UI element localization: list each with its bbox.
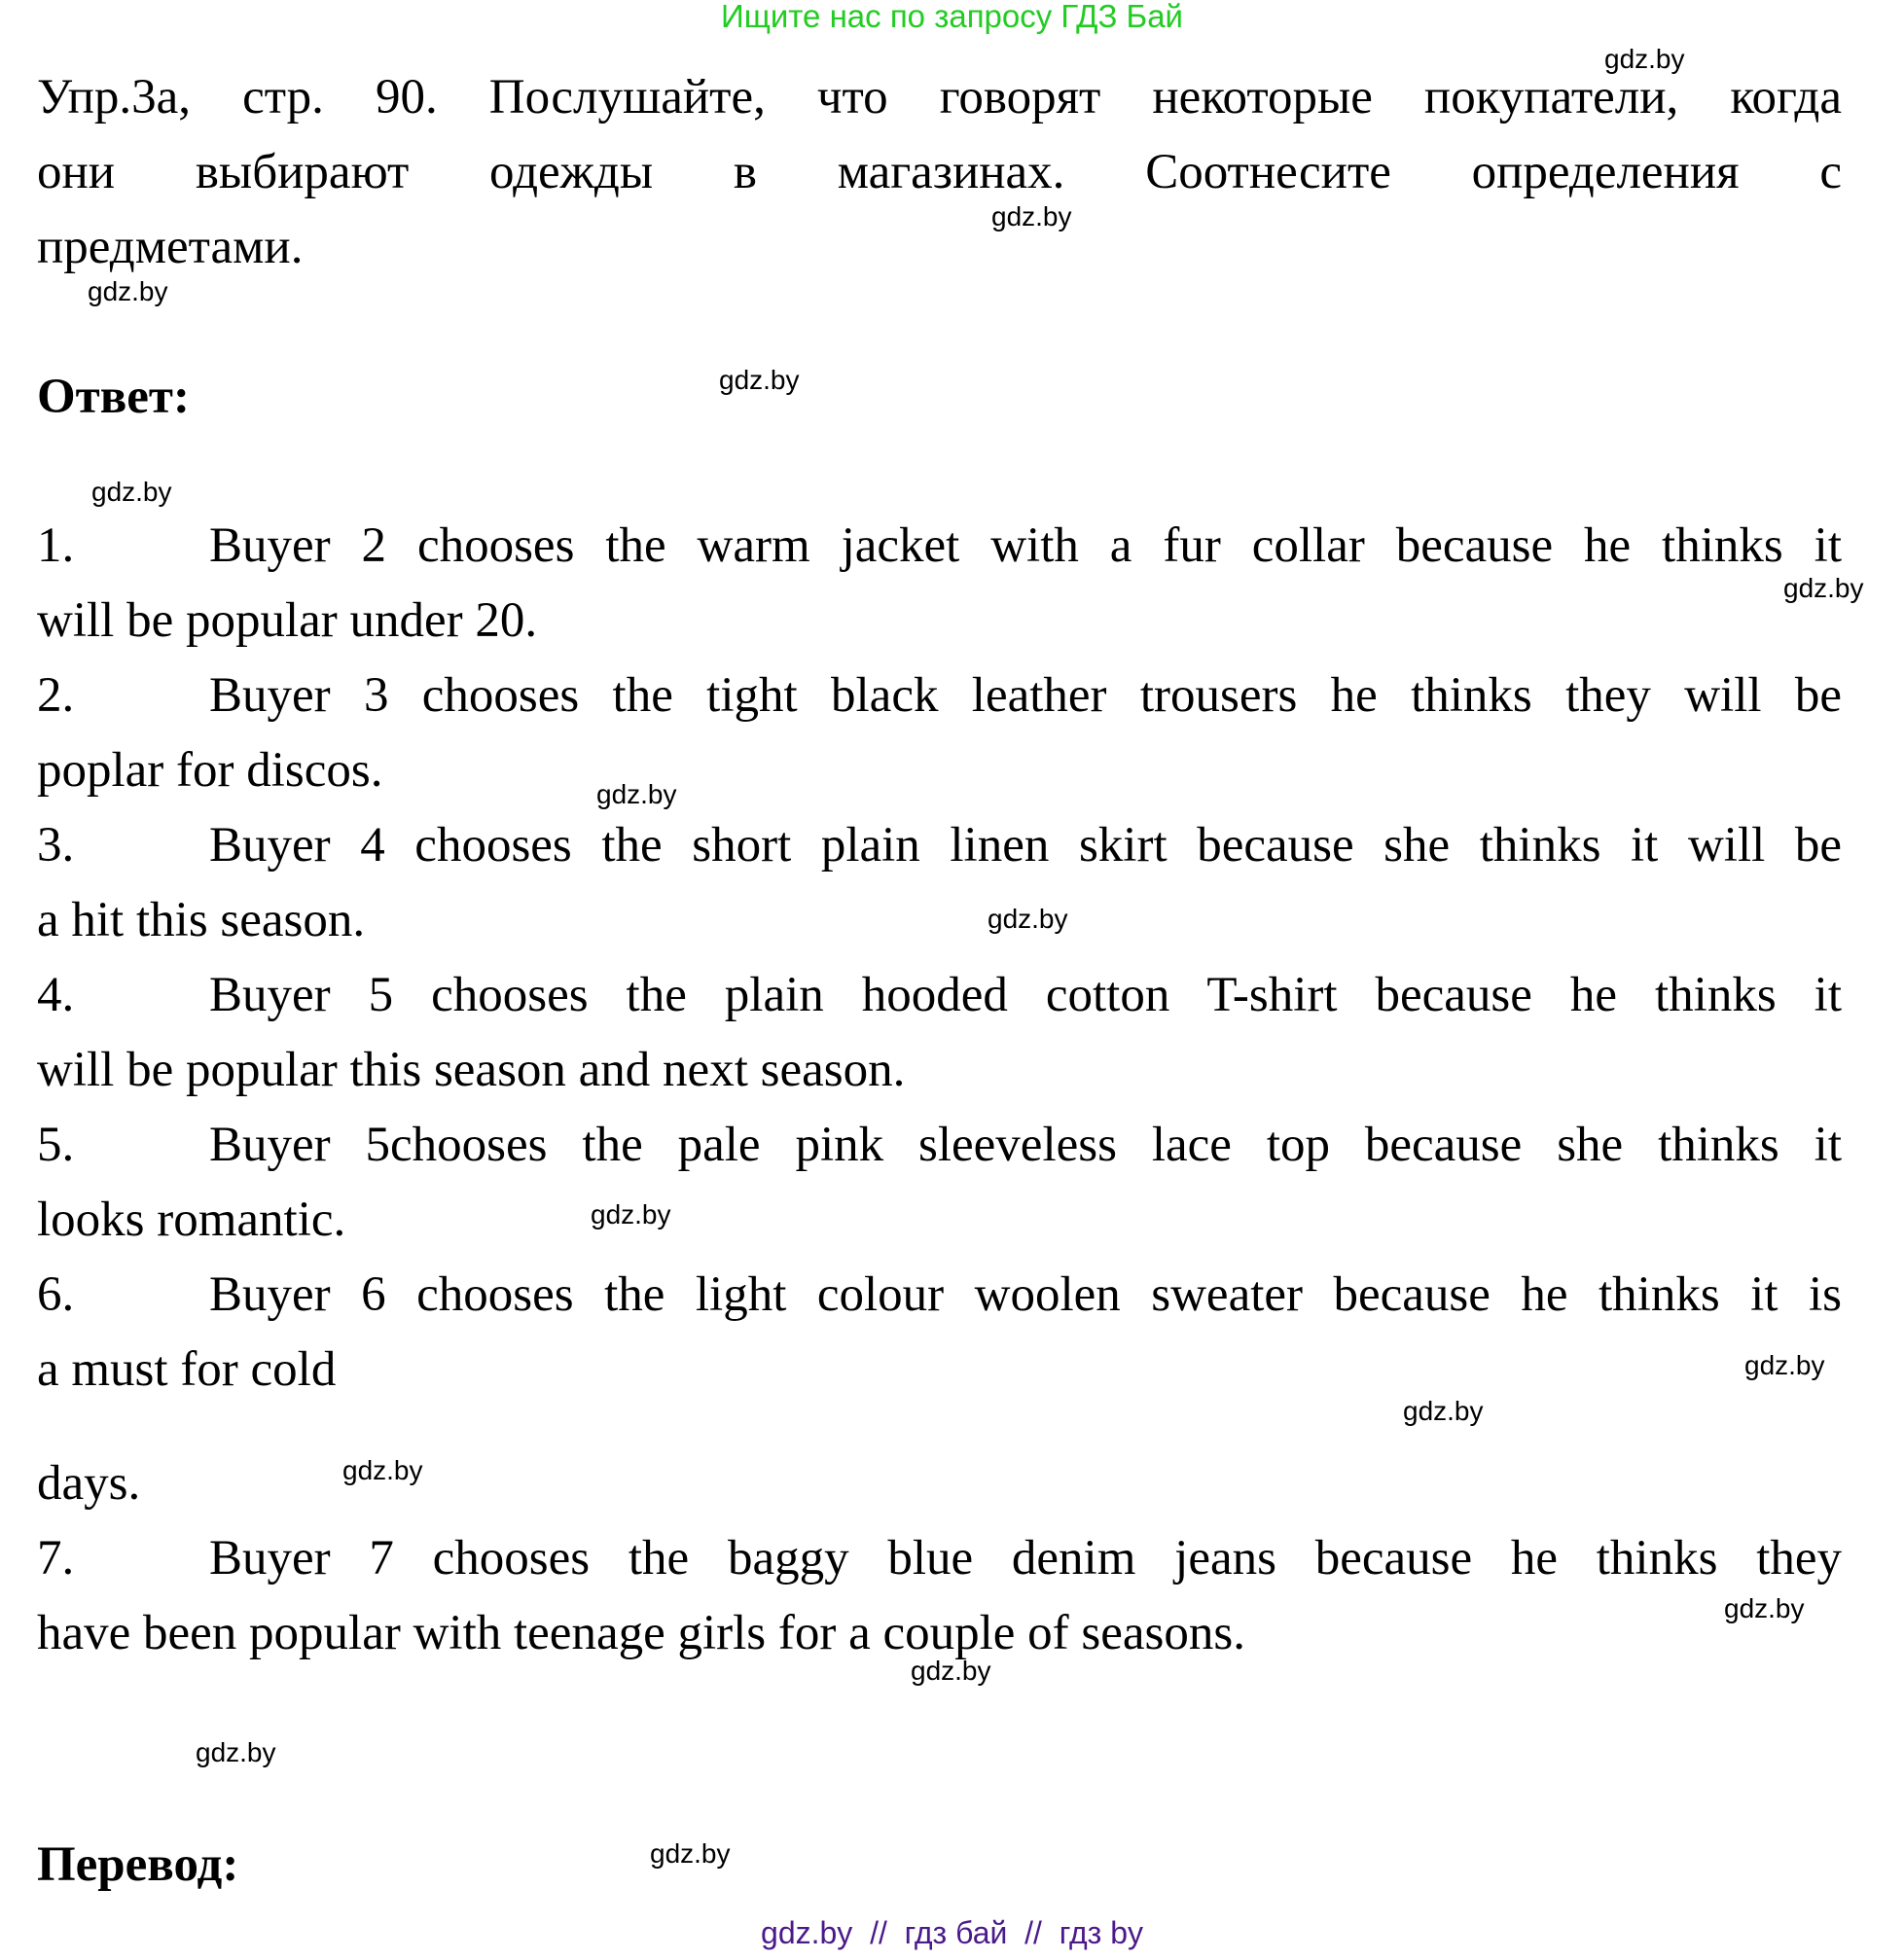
task-line-3: предметами. [37,220,304,274]
list-item [37,659,1842,733]
item-continuation: looks romantic. [37,1193,346,1247]
answer-heading: Ответ: [37,370,190,424]
list-item [37,1521,1842,1596]
watermark: gdz.by [196,1737,276,1767]
item-continuation: poplar for discos. [37,743,383,798]
watermark: gdz.by [596,779,677,809]
watermark: gdz.by [91,477,172,507]
watermark: gdz.by [991,201,1072,232]
item-text: Buyer 6 chooses the light colour woolen sweater because he thinks it is [209,1267,1842,1322]
watermark: gdz.by [88,276,168,306]
item-number: 3. [37,818,75,873]
item-number: 4. [37,968,75,1022]
translation-heading: Перевод: [37,1837,239,1892]
item-number: 1. [37,518,75,573]
task-line-2: они выбирают одежды в магазинах. Соотнесите определения с [37,145,1842,199]
item-text: Buyer 4 chooses the short plain linen skirt because she thinks it will be [209,818,1842,873]
watermark: gdz.by [911,1656,991,1686]
footer-links: gdz.by // гдз бай // гдз by [761,1915,1143,1950]
item-number: 7. [37,1531,75,1586]
item-text: Buyer 3 chooses the tight black leather trousers he thinks they will be [209,668,1842,723]
task-line-1: Упр.3а, стр. 90. Послушайте, что говорят некоторые покупатели, когда [37,70,1842,125]
item-number: 6. [37,1267,75,1322]
watermark: gdz.by [1724,1593,1805,1623]
item-continuation: will be popular under 20. [37,593,538,648]
item-text: Buyer 5chooses the pale pink sleeveless lace top because she thinks it [209,1118,1842,1172]
watermark: gdz.by [1783,573,1864,603]
search-banner: Ищите нас по запросу ГДЗ Бай [721,0,1183,34]
item-continuation: will be popular this season and next season. [37,1043,906,1097]
watermark: gdz.by [1604,44,1685,74]
list-item [37,958,1842,1033]
watermark: gdz.by [342,1455,423,1485]
item-text: Buyer 5 chooses the plain hooded cotton T-shirt because he thinks it [209,968,1842,1022]
item-text: Buyer 2 chooses the warm jacket with a fur collar because he thinks it [209,518,1842,573]
item-number: 5. [37,1118,75,1172]
item-number: 2. [37,668,75,723]
list-item [37,1108,1842,1183]
item-continuation: a hit this season. [37,893,366,947]
watermark: gdz.by [591,1199,671,1229]
watermark: gdz.by [1403,1396,1484,1426]
item-text: Buyer 7 chooses the baggy blue denim jeans because he thinks they [209,1531,1842,1586]
list-item [37,808,1842,883]
item-continuation: have been popular with teenage girls for a couple of seasons. [37,1606,1245,1660]
list-item [37,509,1842,584]
watermark: gdz.by [719,365,800,395]
item-continuation: days. [37,1456,141,1511]
item-continuation: a must for cold [37,1342,337,1397]
watermark: gdz.by [650,1838,731,1869]
watermark: gdz.by [988,904,1068,934]
list-item [37,1258,1842,1333]
watermark: gdz.by [1744,1350,1825,1380]
